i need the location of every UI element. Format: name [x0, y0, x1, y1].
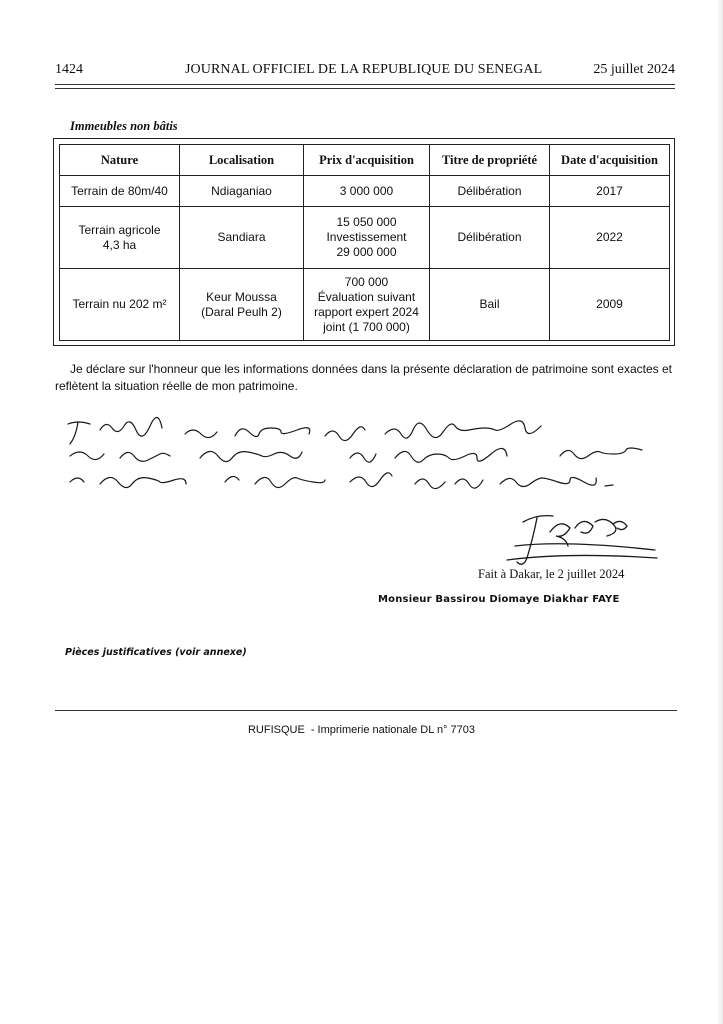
cell-localisation: Sandiara	[180, 207, 304, 269]
annex-note: Pièces justificatives (voir annexe)	[65, 647, 247, 658]
printer-place: RUFISQUE	[247, 724, 305, 736]
cell-nature: Terrain agricole 4,3 ha	[60, 207, 180, 269]
declaration-text: Je déclare sur l'honneur que les informations données dans la présente déclaration de patrimoine sont exactes et reflètent la situation réelle de mon patrimoine.	[55, 362, 672, 393]
cell-date: 2009	[550, 269, 670, 341]
cell-titre: Délibération	[430, 207, 550, 269]
column-header: Date d'acquisition	[550, 145, 670, 176]
column-header: Nature	[60, 145, 180, 176]
column-header: Titre de propriété	[430, 145, 550, 176]
page-number: 1424	[55, 62, 83, 77]
cell-prix: 700 000 Évaluation suivant rapport expert 2024 joint (1 700 000)	[304, 269, 430, 341]
page-edge-shadow	[717, 0, 723, 1024]
table-row	[60, 207, 670, 269]
table-header-row	[60, 145, 670, 176]
printer-name: - Imprimerie nationale DL n° 7703	[310, 724, 476, 736]
table-row	[60, 269, 670, 341]
cell-date: 2017	[550, 176, 670, 207]
cell-localisation: Ndiaganiao	[180, 176, 304, 207]
column-header: Localisation	[180, 145, 304, 176]
cell-date: 2022	[550, 207, 670, 269]
header-rule-top	[55, 84, 675, 85]
signature-mark	[505, 502, 665, 572]
cell-prix: 3 000 000	[304, 176, 430, 207]
cell-titre: Bail	[430, 269, 550, 341]
header-rule-bottom	[55, 88, 675, 89]
cell-prix: 15 050 000 Investissement 29 000 000	[304, 207, 430, 269]
printer-imprint	[0, 724, 723, 736]
section-title: Immeubles non bâtis	[70, 119, 178, 133]
place-and-date: Fait à Dakar, le 2 juillet 2024	[478, 567, 625, 581]
cell-nature: Terrain de 80m/40	[60, 176, 180, 207]
assets-table	[59, 144, 670, 341]
column-header: Prix d'acquisition	[304, 145, 430, 176]
footer-rule	[55, 710, 677, 711]
handwritten-declaration	[60, 412, 690, 507]
publication-title: JOURNAL OFFICIEL DE LA REPUBLIQUE DU SENEGAL	[185, 62, 543, 77]
signatory-name: Monsieur Bassirou Diomaye Diakhar FAYE	[378, 594, 620, 605]
cell-nature: Terrain nu 202 m²	[60, 269, 180, 341]
table-row	[60, 176, 670, 207]
page-header	[55, 62, 675, 80]
issue-date: 25 juillet 2024	[593, 62, 675, 77]
cell-localisation: Keur Moussa (Daral Peulh 2)	[180, 269, 304, 341]
cell-titre: Délibération	[430, 176, 550, 207]
